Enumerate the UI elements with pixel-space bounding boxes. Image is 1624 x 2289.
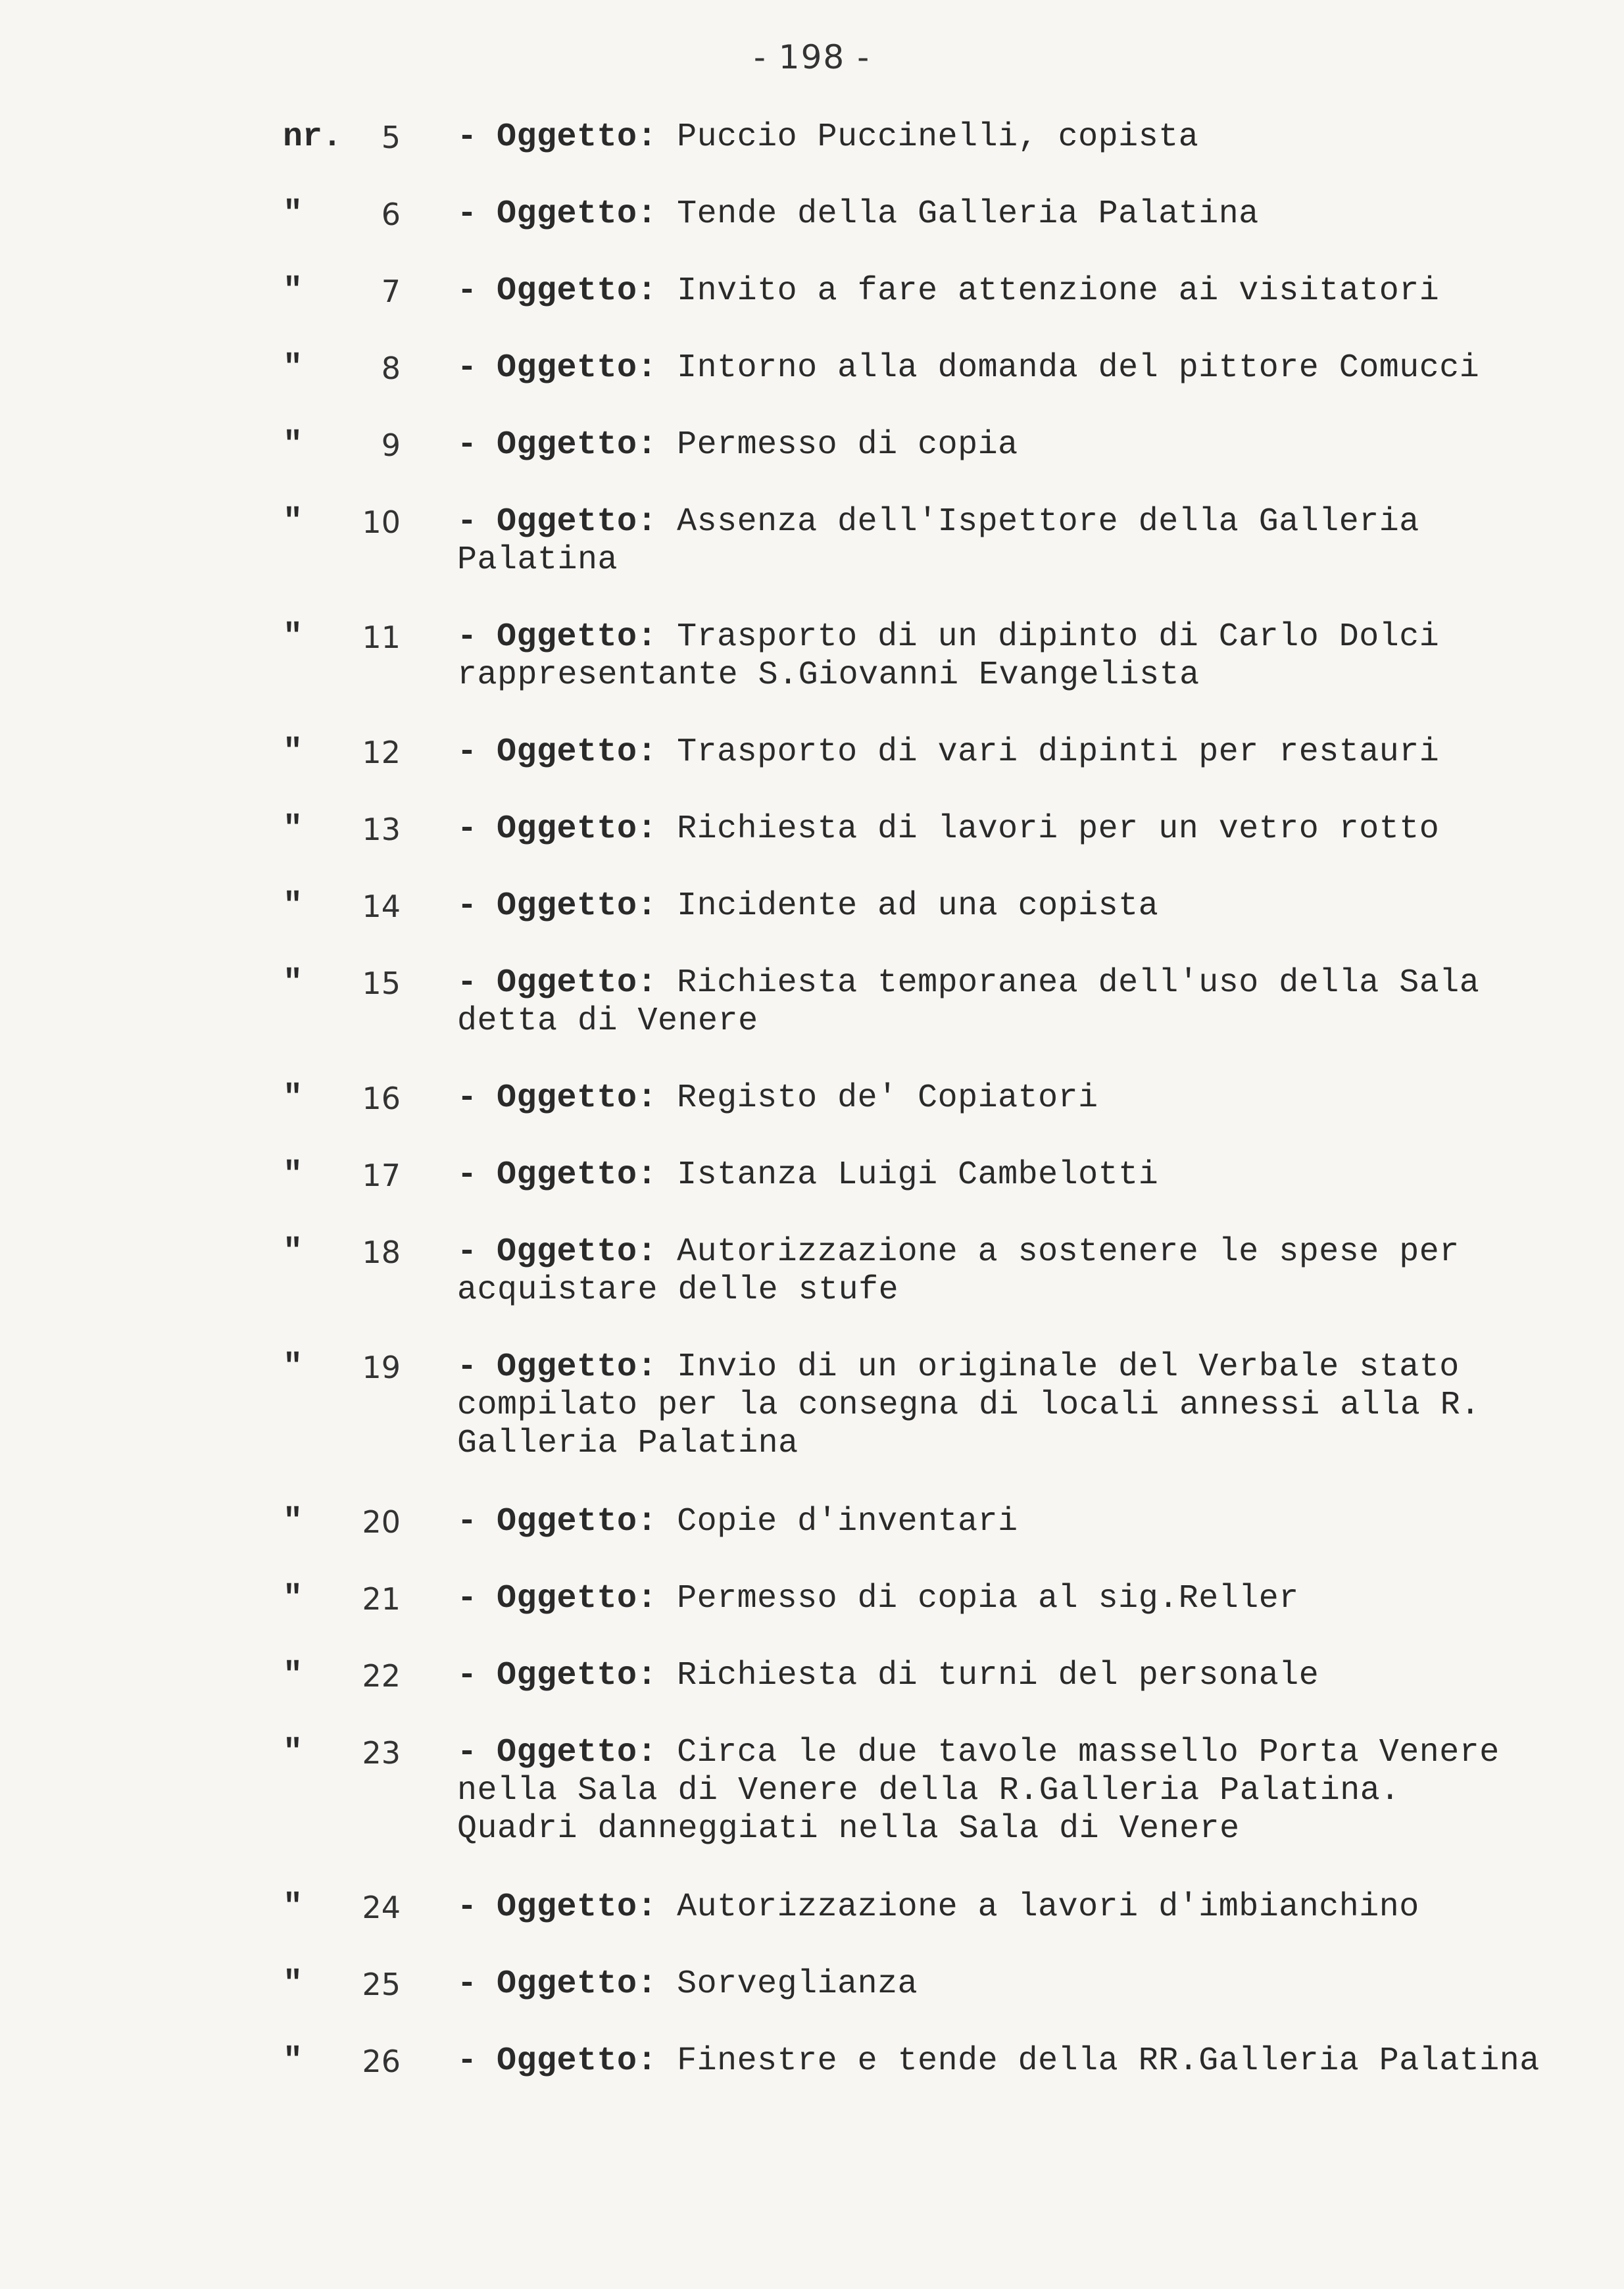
entry-number: 10 [362,505,401,540]
entry-body: - Oggetto: Intorno alla domanda del pittore Comucci [457,349,1480,387]
entry-label: Oggetto: [497,1503,658,1540]
entry-text: Permesso di copia [677,426,1018,464]
entry-number: 5 [381,120,401,155]
entry-continuation: compilato per la consegna di locali annessi alla R. Galleria Palatina [457,1387,1481,1462]
entry-prefix: " [283,349,303,387]
entry-text: Puccio Puccinelli, copista [677,118,1199,156]
entry-label: Oggetto: [497,2042,658,2080]
entry-label: Oggetto: [497,272,658,310]
entry-label: Oggetto: [497,1657,658,1694]
entry-body: - Oggetto: Invio di un originale del Verbale stato compilato per la consegna di locali annessi alla R. Galleria Palatina [457,1348,1481,1462]
entry-prefix: " [283,426,303,464]
entry-label: Oggetto: [497,426,658,464]
entry-body: - Oggetto: Permesso di copia al sig.Reller [457,1580,1299,1617]
entry-number: 15 [362,966,401,1001]
entry-text: Circa le due tavole massello Porta Venere [677,1734,1500,1771]
entry-text: Intorno alla domanda del pittore Comucci [677,349,1480,387]
entry-prefix: " [283,1734,303,1771]
entry-number: 18 [362,1235,401,1270]
entry-text: Trasporto di un dipinto di Carlo Dolci [677,618,1440,656]
entry-number: 8 [381,351,401,386]
page-number: - 198 - [753,38,871,76]
entry-label: Oggetto: [497,503,658,541]
entry-prefix: " [283,1657,303,1694]
entry-body: - Oggetto: Assenza dell'Ispettore della Galleria Palatina [457,503,1419,579]
entry-text: Invito a fare attenzione ai visitatori [677,272,1440,310]
entry-prefix: " [283,1580,303,1617]
entry-body: - Oggetto: Invito a fare attenzione ai visitatori [457,272,1440,310]
entry-label: Oggetto: [497,1233,658,1271]
entry-prefix: " [283,964,303,1002]
entry-text: Richiesta di turni del personale [677,1657,1319,1694]
entry-number: 24 [362,1890,401,1925]
entry-number: 7 [381,274,401,309]
entry-number: 23 [362,1735,401,1771]
entry-prefix: " [283,887,303,925]
entry-text: Tende della Galleria Palatina [677,195,1259,233]
entry-label: Oggetto: [497,1888,658,1926]
entry-prefix: " [283,1888,303,1926]
entry-text: Incidente ad una copista [677,887,1159,925]
entry-prefix: " [283,1503,303,1540]
entry-body: - Oggetto: Richiesta di lavori per un vetro rotto [457,810,1440,848]
entry-number: 11 [362,620,401,655]
entry-body: - Oggetto: Permesso di copia [457,426,1018,464]
entry-body: - Oggetto: Richiesta temporanea dell'uso della Sala detta di Venere [457,964,1480,1040]
entry-label: Oggetto: [497,810,658,848]
entry-text: Autorizzazione a lavori d'imbianchino [677,1888,1419,1926]
entry-label: Oggetto: [497,1348,658,1386]
entry-continuation: acquistare delle stufe [457,1271,899,1309]
entry-prefix: " [283,733,303,771]
entry-continuation: nella Sala di Venere della R.Galleria Palatina. Quadri danneggiati nella Sala di Venere [457,1772,1400,1848]
entry-text: Finestre e tende della RR.Galleria Palatina [677,2042,1540,2080]
entry-body: - Oggetto: Istanza Luigi Cambelotti [457,1156,1159,1194]
entry-number: 13 [362,812,401,847]
entry-number: 21 [362,1581,401,1617]
entry-number: 9 [381,428,401,463]
entry-label: Oggetto: [497,1079,658,1117]
entry-number: 12 [362,735,401,770]
entry-continuation: rappresentante S.Giovanni Evangelista [457,656,1200,694]
entry-body: - Oggetto: Autorizzazione a lavori d'imbianchino [457,1888,1419,1926]
entry-prefix: " [283,1348,303,1386]
entry-label: Oggetto: [497,349,658,387]
entry-text: Richiesta di lavori per un vetro rotto [677,810,1440,848]
entry-prefix: " [283,503,303,541]
entry-number: 14 [362,889,401,924]
entry-body: - Oggetto: Trasporto di vari dipinti per restauri [457,733,1440,771]
entry-label: Oggetto: [497,964,658,1002]
entry-body: - Oggetto: Puccio Puccinelli, copista [457,118,1199,156]
entry-text: Permesso di copia al sig.Reller [677,1580,1299,1617]
entry-prefix: " [283,1233,303,1271]
entry-label: Oggetto: [497,618,658,656]
entry-label: Oggetto: [497,195,658,233]
entry-prefix: " [283,618,303,656]
entry-body: - Oggetto: Autorizzazione a sostenere le spese per acquistare delle stufe [457,1233,1460,1309]
entry-prefix: " [283,2042,303,2080]
entry-text: Sorveglianza [677,1965,918,2003]
entry-text: Invio di un originale del Verbale stato [677,1348,1460,1386]
entry-body: - Oggetto: Registo de' Copiatori [457,1079,1098,1117]
entry-prefix: " [283,195,303,233]
entry-prefix: " [283,1965,303,2003]
entry-text: Assenza dell'Ispettore della Galleria [677,503,1419,541]
entry-number: 19 [362,1350,401,1385]
entry-body: - Oggetto: Incidente ad una copista [457,887,1159,925]
entry-text: Richiesta temporanea dell'uso della Sala [677,964,1480,1002]
entry-label: Oggetto: [497,887,658,925]
entry-number: 6 [381,197,401,232]
entry-body: - Oggetto: Finestre e tende della RR.Galleria Palatina [457,2042,1540,2080]
entry-text: Istanza Luigi Cambelotti [677,1156,1159,1194]
entry-number: 26 [362,2044,401,2079]
entry-prefix: " [283,1156,303,1194]
entry-prefix: " [283,272,303,310]
entry-number: 20 [362,1504,401,1540]
entry-text: Autorizzazione a sostenere le spese per [677,1233,1460,1271]
entry-continuation: Palatina [457,541,618,579]
entry-label: Oggetto: [497,1965,658,2003]
entry-label: Oggetto: [497,733,658,771]
entry-label: Oggetto: [497,118,658,156]
entry-body: - Oggetto: Richiesta di turni del personale [457,1657,1319,1694]
entry-prefix: " [283,810,303,848]
entry-body: - Oggetto: Trasporto di un dipinto di Carlo Dolci rappresentante S.Giovanni Evangelista [457,618,1440,694]
entry-number: 17 [362,1158,401,1193]
entry-text: Copie d'inventari [677,1503,1018,1540]
entry-label: Oggetto: [497,1156,658,1194]
entry-prefix: " [283,1079,303,1117]
entry-text: Trasporto di vari dipinti per restauri [677,733,1440,771]
entry-body: - Oggetto: Copie d'inventari [457,1503,1018,1540]
entry-number: 16 [362,1081,401,1116]
entry-number: 25 [362,1967,401,2002]
entry-prefix: nr. [283,118,343,156]
entry-continuation: detta di Venere [457,1002,758,1040]
entry-label: Oggetto: [497,1580,658,1617]
entry-body: - Oggetto: Tende della Galleria Palatina [457,195,1259,233]
entry-text: Registo de' Copiatori [677,1079,1098,1117]
entry-body: - Oggetto: Sorveglianza [457,1965,918,2003]
entry-body: - Oggetto: Circa le due tavole massello Porta Venere nella Sala di Venere della R.Galleria Palatina. Quadri danneggiati nella Sala di Venere [457,1734,1500,1848]
entry-number: 22 [362,1658,401,1694]
entry-label: Oggetto: [497,1734,658,1771]
